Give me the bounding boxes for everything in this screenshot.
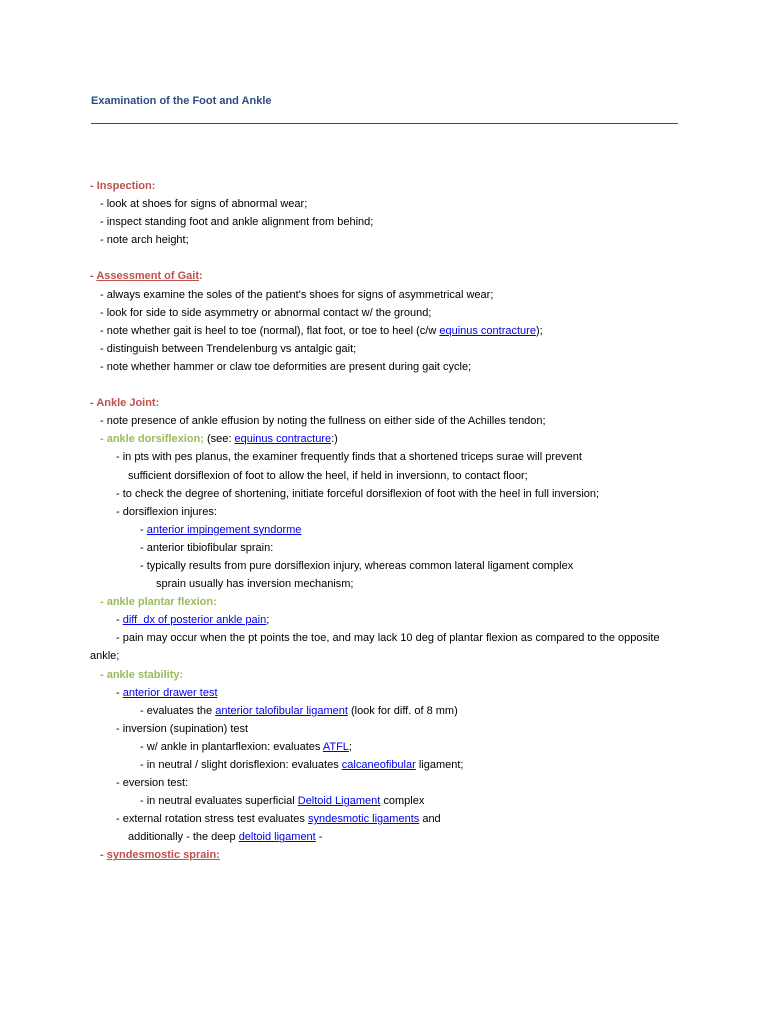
text: (look for diff. of 8 mm)	[347, 704, 458, 717]
list-item: - inspect standing foot and ankle alignment from behind;	[100, 216, 374, 229]
list-item: - look at shoes for signs of abnormal wear;	[100, 198, 308, 211]
page-title: Examination of the Foot and Ankle	[91, 95, 272, 107]
list-item: - inversion (supination) test	[116, 722, 249, 735]
list-item: - dorsiflexion injures:	[116, 505, 217, 518]
link-equinus-contracture[interactable]: equinus contracture	[439, 324, 536, 337]
text: -	[116, 686, 123, 699]
link-deltoid-ligament[interactable]: Deltoid Ligament	[297, 795, 381, 808]
list-item	[90, 792, 680, 810]
heading-prefix: -	[90, 180, 97, 192]
heading-text: Inspection:	[96, 180, 156, 192]
list-item	[90, 322, 680, 340]
heading-prefix: -	[90, 397, 97, 410]
spacer	[90, 249, 680, 267]
list-item-continuation: sprain usually has inversion mechanism;	[156, 578, 354, 591]
link-deep-deltoid-ligament[interactable]: deltoid ligament	[238, 831, 316, 844]
text: -	[315, 831, 323, 844]
text: -	[140, 523, 147, 536]
text: complex	[380, 795, 425, 808]
list-item: - typically results from pure dorsiflexion injury, whereas common lateral ligament complex	[140, 559, 574, 572]
heading-colon: :	[199, 270, 203, 283]
list-item	[90, 521, 680, 539]
heading-prefix: -	[100, 849, 107, 862]
link-diff-dx-posterior-ankle-pain[interactable]: diff dx of posterior ankle pain	[122, 614, 267, 627]
spacer	[90, 376, 680, 394]
section-heading-gait	[90, 267, 680, 285]
link-equinus-contracture[interactable]: equinus contracture	[234, 433, 332, 446]
heading-text: Assessment of Gait	[96, 270, 200, 283]
subheading-syndesmotic-sprain	[90, 846, 680, 864]
link-atfl[interactable]: ATFL	[322, 740, 349, 753]
text: );	[535, 324, 543, 337]
subheading-text: - ankle dorsiflexion;	[100, 433, 204, 446]
text: - w/ ankle in plantarflexion: evaluates	[140, 740, 323, 753]
text: additionally - the deep	[128, 831, 239, 844]
section-heading-ankle-joint	[90, 394, 680, 412]
text: -	[116, 614, 123, 627]
list-item: - note arch height;	[100, 234, 189, 247]
list-item: - pain may occur when the pt points the toe, and may lack 10 deg of plantar flexion as compared to the opposite ankle;	[90, 632, 660, 663]
list-item	[90, 756, 680, 774]
text: - in neutral evaluates superficial	[140, 795, 298, 808]
heading-text: Ankle Joint:	[96, 397, 160, 410]
list-item-continuation: sufficient dorsiflexion of foot to allow the heel, if held in inversionn, to contact floor;	[128, 469, 528, 482]
subheading-dorsiflexion	[90, 430, 680, 448]
text: - note whether gait is heel to toe (normal), flat foot, or toe to heel (c/w	[100, 324, 440, 337]
link-anterior-talofibular-ligament[interactable]: anterior talofibular ligament	[215, 704, 348, 717]
list-item	[90, 810, 680, 828]
heading-prefix: -	[90, 270, 97, 283]
subheading-plantar-flexion: - ankle plantar flexion:	[100, 596, 217, 609]
list-item	[90, 738, 680, 756]
list-item: - in pts with pes planus, the examiner frequently finds that a shortened triceps surae will prevent	[116, 451, 582, 464]
link-calcaneofibular[interactable]: calcaneofibular	[341, 759, 416, 771]
heading-text[interactable]: syndesmostic sprain:	[106, 849, 220, 862]
text: ligament;	[415, 759, 464, 771]
list-item	[90, 611, 680, 629]
text: - evaluates the	[140, 704, 216, 717]
text: (see:	[203, 433, 235, 446]
text: ;	[266, 614, 270, 627]
list-item	[90, 702, 680, 720]
link-anterior-drawer-test[interactable]: anterior drawer test	[122, 686, 218, 699]
link-anterior-impingement-syndrome[interactable]: anterior impingement syndorme	[146, 523, 302, 536]
text: ;	[348, 740, 352, 753]
text: - external rotation stress test evaluates	[116, 813, 308, 826]
list-item-continuation	[90, 828, 680, 846]
list-item: - distinguish between Trendelenburg vs antalgic gait;	[100, 342, 357, 355]
text: - in neutral / slight dorisflexion: evaluates	[140, 759, 342, 771]
list-item: - note whether hammer or claw toe deformities are present during gait cycle;	[100, 360, 472, 373]
list-item: - anterior tibiofibular sprain:	[140, 541, 274, 554]
list-item	[90, 684, 680, 702]
link-syndesmotic-ligaments[interactable]: syndesmotic ligaments	[307, 813, 420, 826]
list-item: - note presence of ankle effusion by noting the fullness on either side of the Achilles tendon;	[100, 415, 546, 428]
list-item: - always examine the soles of the patient's shoes for signs of asymmetrical wear;	[100, 288, 494, 301]
list-item: - to check the degree of shortening, initiate forceful dorsiflexion of foot with the heel in full inversion;	[116, 487, 600, 500]
subheading-ankle-stability: - ankle stability:	[100, 668, 184, 681]
text: and	[419, 813, 441, 826]
list-item: - eversion test:	[116, 777, 189, 790]
section-heading-inspection	[90, 177, 680, 195]
list-item: - look for side to side asymmetry or abnormal contact w/ the ground;	[100, 306, 432, 319]
title-divider	[91, 123, 678, 124]
document-body	[90, 177, 680, 865]
text: :)	[331, 433, 338, 446]
